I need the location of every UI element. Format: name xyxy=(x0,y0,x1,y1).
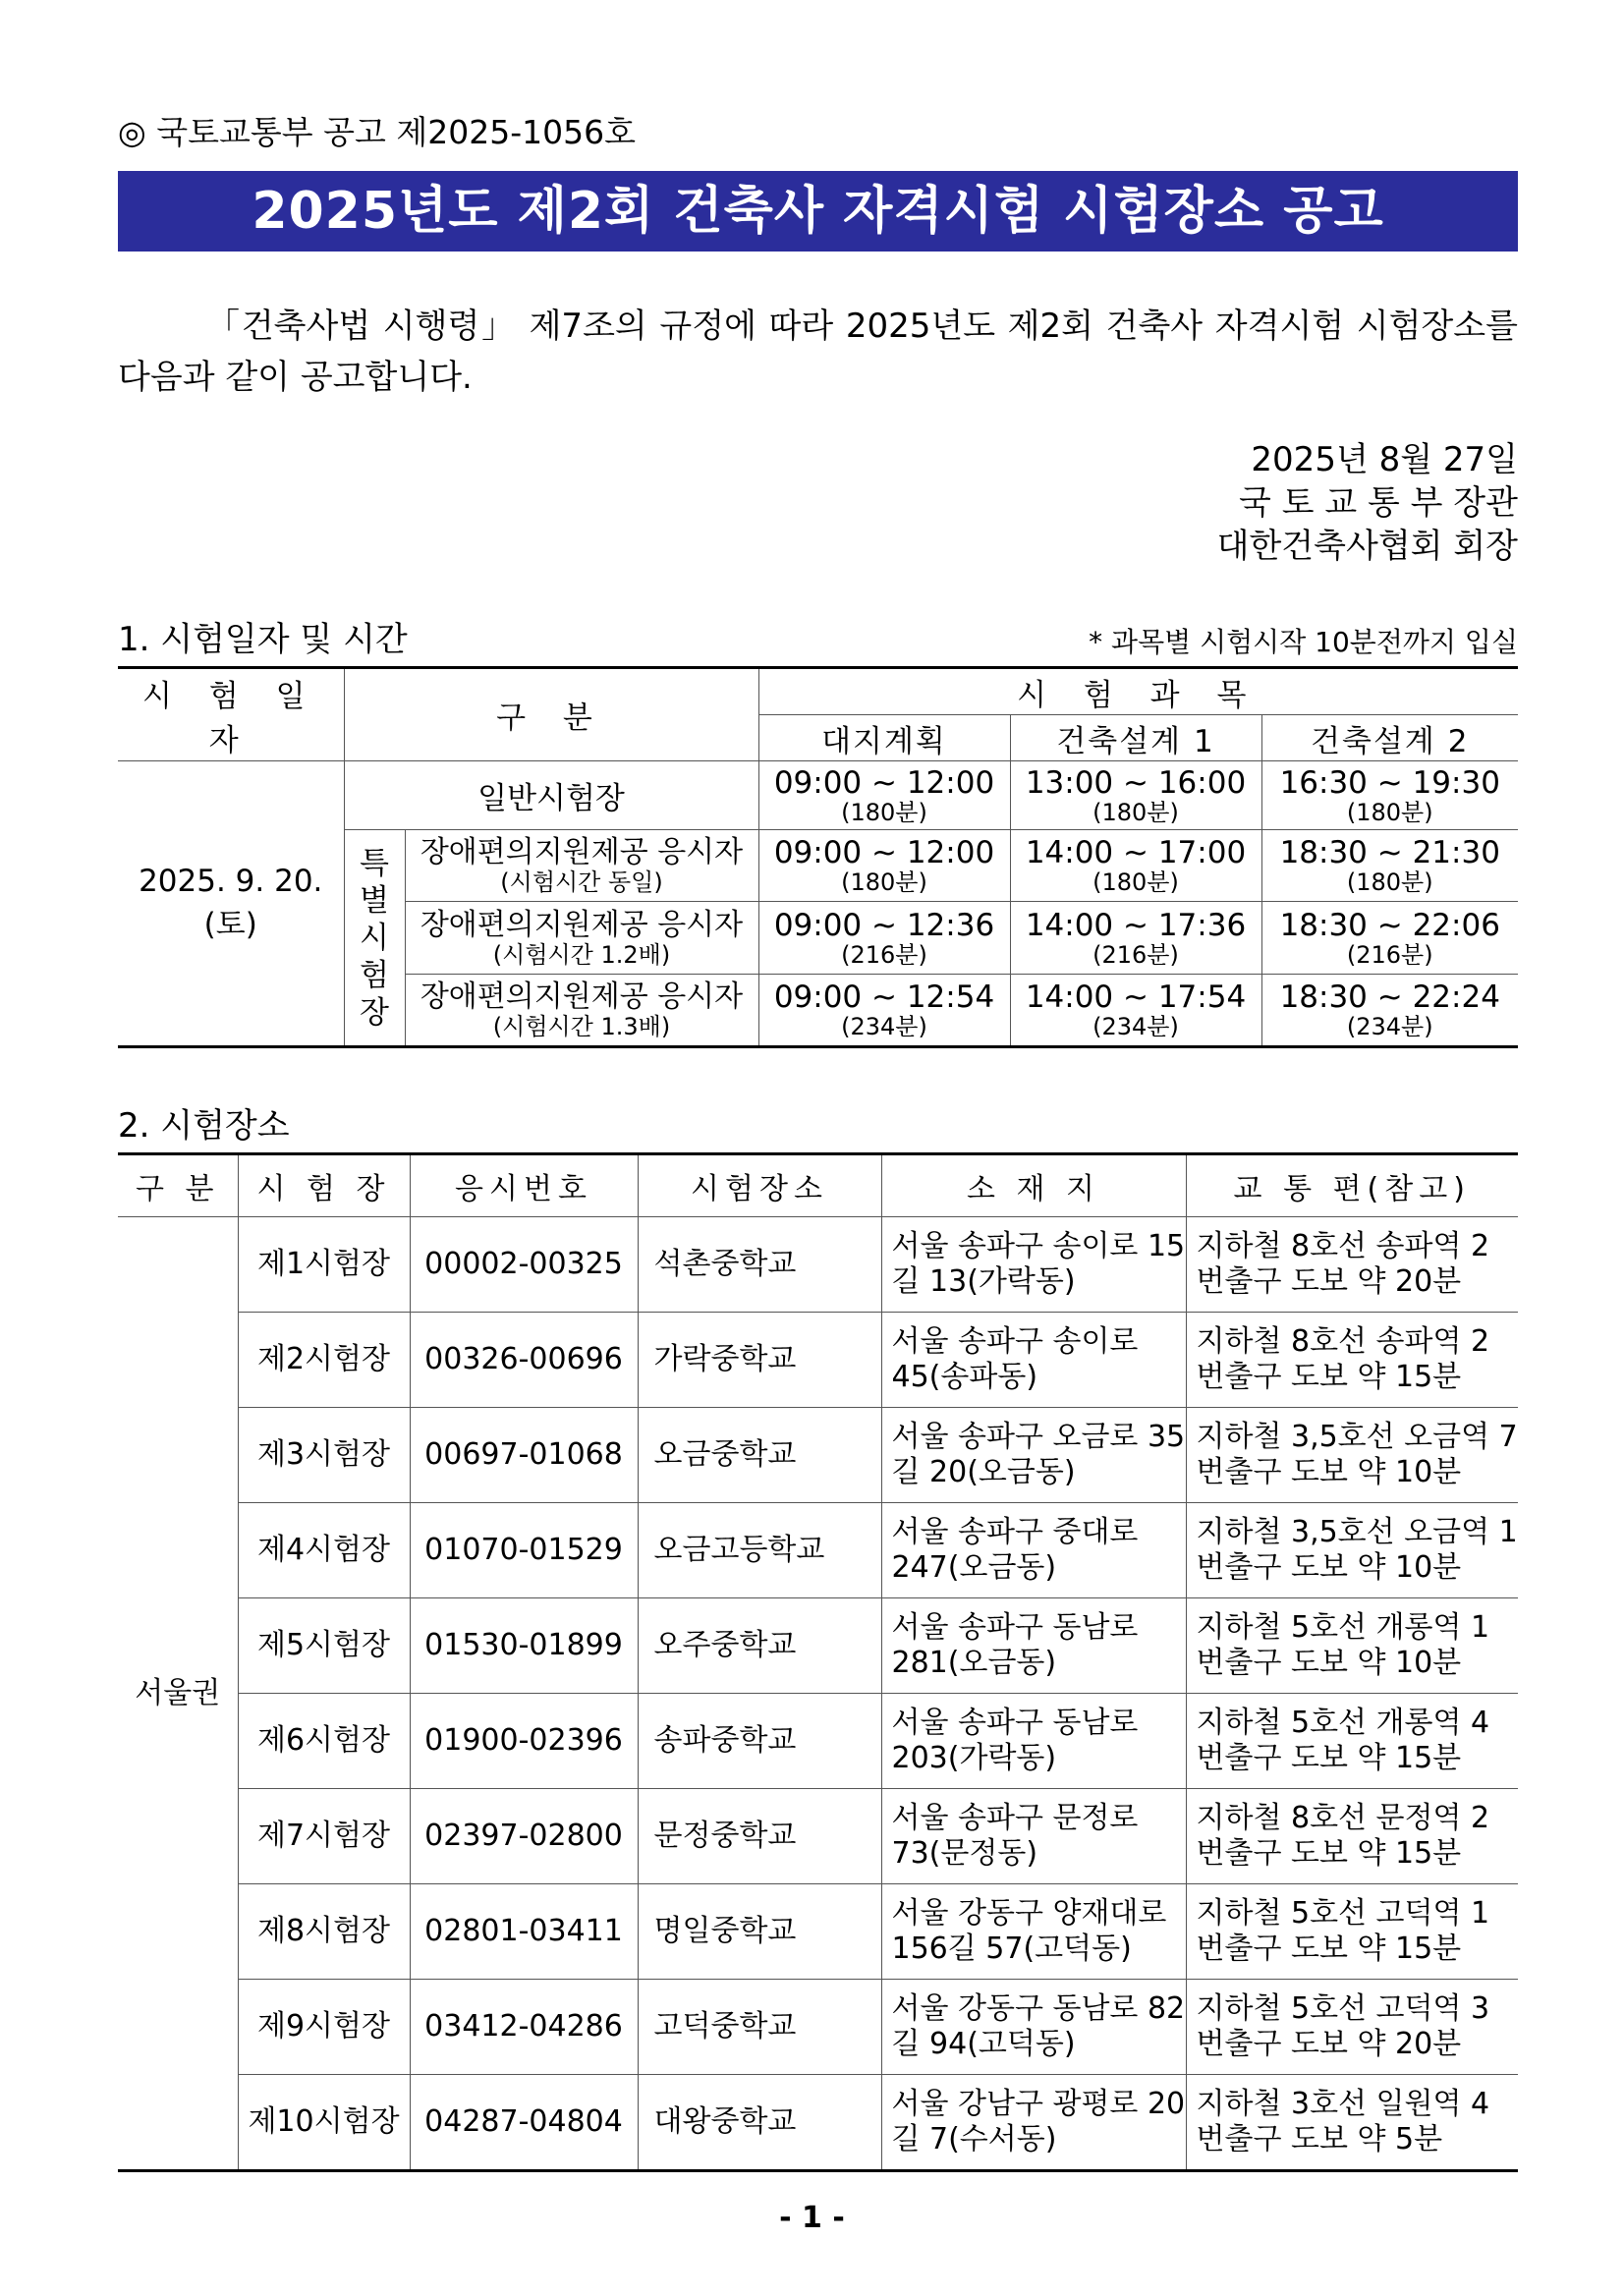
header-exam-date: 시 험 일 자 xyxy=(118,668,344,761)
transit-cell: 지하철 3,5호선 오금역 7번출구 도보 약 10분 xyxy=(1186,1408,1518,1503)
header-region: 구 분 xyxy=(118,1154,238,1217)
table-row xyxy=(118,2075,1518,2171)
address-cell: 서울 송파구 오금로 35길 20(오금동) xyxy=(881,1408,1186,1503)
notice-number: ◎ 국토교통부 공고 제2025-1056호 xyxy=(118,113,637,151)
page-number: - 1 - xyxy=(779,2201,845,2235)
exam-schedule-table xyxy=(118,666,1518,1048)
numbers-cell: 02801-03411 xyxy=(410,1884,638,1980)
transit-cell: 지하철 5호선 개롱역 1번출구 도보 약 10분 xyxy=(1186,1598,1518,1694)
address-cell: 서울 강동구 동남로 82길 94(고덕동) xyxy=(881,1980,1186,2075)
table-row xyxy=(118,1217,1518,1313)
time-cell: 14:00 ~ 17:36 (216분) xyxy=(1010,902,1261,975)
header-numbers: 응시번호 xyxy=(410,1154,638,1217)
school-cell: 송파중학교 xyxy=(638,1694,881,1789)
general-site-label: 일반시험장 xyxy=(344,761,758,830)
numbers-cell: 00326-00696 xyxy=(410,1313,638,1408)
school-cell: 석촌중학교 xyxy=(638,1217,881,1313)
address-cell: 서울 송파구 중대로 247(오금동) xyxy=(881,1503,1186,1598)
table-row xyxy=(118,1884,1518,1980)
time-cell: 09:00 ~ 12:00 (180분) xyxy=(758,761,1010,830)
site-cell: 제9시험장 xyxy=(238,1980,410,2075)
exam-date: 2025. 9. 20.(토) xyxy=(118,761,344,1047)
time-cell: 09:00 ~ 12:36 (216분) xyxy=(758,902,1010,975)
table-row xyxy=(118,1789,1518,1884)
numbers-cell: 01900-02396 xyxy=(410,1694,638,1789)
time-cell: 09:00 ~ 12:00 (180분) xyxy=(758,830,1010,902)
header-site: 시 험 장 xyxy=(238,1154,410,1217)
site-cell: 제3시험장 xyxy=(238,1408,410,1503)
numbers-cell: 03412-04286 xyxy=(410,1980,638,2075)
address-cell: 서울 송파구 송이로 15길 13(가락동) xyxy=(881,1217,1186,1313)
time-cell: 14:00 ~ 17:00 (180분) xyxy=(1010,830,1261,902)
address-cell: 서울 송파구 동남로 281(오금동) xyxy=(881,1598,1186,1694)
time-cell: 13:00 ~ 16:00 (180분) xyxy=(1010,761,1261,830)
school-cell: 문정중학교 xyxy=(638,1789,881,1884)
numbers-cell: 01070-01529 xyxy=(410,1503,638,1598)
section2-header xyxy=(118,1097,1518,1147)
table-row xyxy=(118,1598,1518,1694)
site-cell: 제4시험장 xyxy=(238,1503,410,1598)
site-cell: 제8시험장 xyxy=(238,1884,410,1980)
table-row xyxy=(118,1313,1518,1408)
numbers-cell: 02397-02800 xyxy=(410,1789,638,1884)
time-cell: 18:30 ~ 22:24 (234분) xyxy=(1261,975,1518,1047)
school-cell: 오금중학교 xyxy=(638,1408,881,1503)
section1-header xyxy=(118,611,1518,660)
header-subject-1: 대지계획 xyxy=(758,715,1010,761)
header-subjects: 시 험 과 목 xyxy=(758,668,1518,715)
transit-cell: 지하철 3호선 일원역 4번출구 도보 약 5분 xyxy=(1186,2075,1518,2171)
transit-cell: 지하철 8호선 송파역 2번출구 도보 약 15분 xyxy=(1186,1313,1518,1408)
header-category: 구 분 xyxy=(344,668,758,761)
numbers-cell: 01530-01899 xyxy=(410,1598,638,1694)
address-cell: 서울 강동구 양재대로 156길 57(고덕동) xyxy=(881,1884,1186,1980)
school-cell: 명일중학교 xyxy=(638,1884,881,1980)
address-cell: 서울 송파구 동남로 203(가락동) xyxy=(881,1694,1186,1789)
section1-heading: 1. 시험일자 및 시간 xyxy=(118,620,408,659)
announcement-date: 2025년 8월 27일 xyxy=(1251,440,1518,479)
signature-block xyxy=(118,438,1518,568)
table-row xyxy=(118,1694,1518,1789)
table-row xyxy=(118,1408,1518,1503)
site-cell: 제7시험장 xyxy=(238,1789,410,1884)
time-cell: 14:00 ~ 17:54 (234분) xyxy=(1010,975,1261,1047)
school-cell: 가락중학교 xyxy=(638,1313,881,1408)
special-site-label: 특 별 시 험 장 xyxy=(344,830,405,1047)
special-row-label: 장애편의지원제공 응시자 (시험시간 1.2배) xyxy=(405,902,758,975)
section2-heading: 2. 시험장소 xyxy=(118,1106,290,1146)
header-address: 소 재 지 xyxy=(881,1154,1186,1217)
numbers-cell: 04287-04804 xyxy=(410,2075,638,2171)
page-title: 2025년도 제2회 건축사 자격시험 시험장소 공고 xyxy=(118,171,1518,252)
school-cell: 대왕중학교 xyxy=(638,2075,881,2171)
intro-paragraph: 「건축사법 시행령」 제7조의 규정에 따라 2025년도 제2회 건축사 자격시험 시험장소를 다음과 같이 공고합니다. xyxy=(118,307,1518,397)
minister-signature: 국 토 교 통 부 장관 xyxy=(1239,483,1518,523)
table-row xyxy=(118,1503,1518,1598)
site-cell: 제1시험장 xyxy=(238,1217,410,1313)
time-cell: 18:30 ~ 22:06 (216분) xyxy=(1261,902,1518,975)
address-cell: 서울 강남구 광평로 20길 7(수서동) xyxy=(881,2075,1186,2171)
site-cell: 제6시험장 xyxy=(238,1694,410,1789)
time-cell: 16:30 ~ 19:30 (180분) xyxy=(1261,761,1518,830)
school-cell: 고덕중학교 xyxy=(638,1980,881,2075)
numbers-cell: 00697-01068 xyxy=(410,1408,638,1503)
numbers-cell: 00002-00325 xyxy=(410,1217,638,1313)
header-school: 시험장소 xyxy=(638,1154,881,1217)
table-row xyxy=(118,1980,1518,2075)
school-cell: 오금고등학교 xyxy=(638,1503,881,1598)
address-cell: 서울 송파구 문정로 73(문정동) xyxy=(881,1789,1186,1884)
special-row-label: 장애편의지원제공 응시자 (시험시간 동일) xyxy=(405,830,758,902)
site-cell: 제5시험장 xyxy=(238,1598,410,1694)
header-subject-3: 건축설계 2 xyxy=(1261,715,1518,761)
address-cell: 서울 송파구 송이로 45(송파동) xyxy=(881,1313,1186,1408)
transit-cell: 지하철 8호선 송파역 2번출구 도보 약 20분 xyxy=(1186,1217,1518,1313)
time-cell: 09:00 ~ 12:54 (234분) xyxy=(758,975,1010,1047)
transit-cell: 지하철 3,5호선 오금역 1번출구 도보 약 10분 xyxy=(1186,1503,1518,1598)
special-row-label: 장애편의지원제공 응시자 (시험시간 1.3배) xyxy=(405,975,758,1047)
exam-sites-table xyxy=(118,1152,1518,2172)
header-transit: 교 통 편(참고) xyxy=(1186,1154,1518,1217)
school-cell: 오주중학교 xyxy=(638,1598,881,1694)
transit-cell: 지하철 5호선 고덕역 3번출구 도보 약 20분 xyxy=(1186,1980,1518,2075)
section1-note: * 과목별 시험시작 10분전까지 입실 xyxy=(1089,626,1518,658)
site-cell: 제10시험장 xyxy=(238,2075,410,2171)
association-signature: 대한건축사협회 회장 xyxy=(1216,527,1518,566)
transit-cell: 지하철 5호선 고덕역 1번출구 도보 약 15분 xyxy=(1186,1884,1518,1980)
header-subject-2: 건축설계 1 xyxy=(1010,715,1261,761)
transit-cell: 지하철 5호선 개롱역 4번출구 도보 약 15분 xyxy=(1186,1694,1518,1789)
document xyxy=(118,108,1518,2172)
transit-cell: 지하철 8호선 문정역 2번출구 도보 약 15분 xyxy=(1186,1789,1518,1884)
site-cell: 제2시험장 xyxy=(238,1313,410,1408)
time-cell: 18:30 ~ 21:30 (180분) xyxy=(1261,830,1518,902)
region-cell: 서울권 xyxy=(118,1217,238,2171)
